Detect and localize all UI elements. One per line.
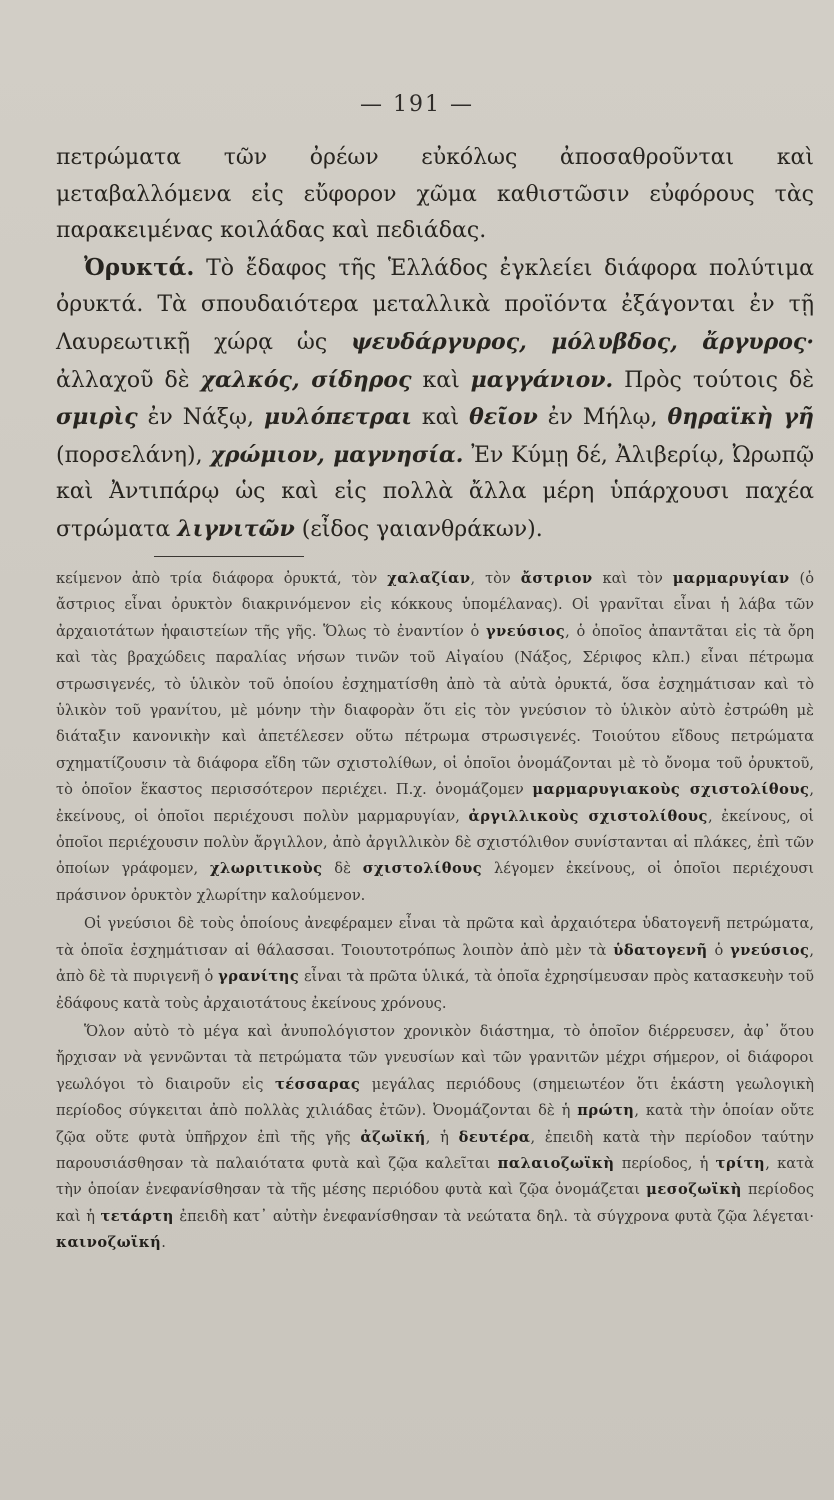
- text-run: (ὁ ἄστριος εἶναι ὀρυκτὸν διακρινόμενον εἰς κόκκους ὑπομέλανας). Οἱ γρανῖται εἶναι ἡ λάβα τῶν ἀρχαιοτάτων ἡφαιστείων τῆς γῆς. Ὅλως τὸ ἐναντίον ὁ: [56, 570, 814, 640]
- text-run: ἐν Μήλῳ,: [537, 405, 668, 431]
- bold-term: γνεύσιος: [730, 941, 810, 959]
- bold-term: ἀργιλλικοὺς σχιστολίθους: [468, 807, 708, 825]
- bold-term: σχιστολίθους: [362, 860, 483, 878]
- text-run: ἐπειδὴ κατ᾽ αὐτὴν ἐνεφανίσθησαν τὰ νεώτατα δηλ. τὰ σύγχρονα φυτὰ ζῷα λέγεται·: [173, 1207, 814, 1225]
- text-run: Οἱ γνεύσιοι δὲ τοὺς ὁποίους ἀνεφέραμεν εἶναι τὰ πρῶτα καὶ ἀρχαιότερα ὑδατογενῆ πετρώματα, τὰ ὁποῖα ἐσχημάτισαν αἱ θάλασσαι. Τοιουτοτρόπως λοιπὸν ἀπὸ μὲν τὰ: [56, 915, 814, 959]
- text-run: καὶ τὸν: [592, 570, 673, 587]
- text-run: , ἐκείνους, οἱ ὁποῖοι περιέχουσιν πολὺν ἄργιλλον, ἀπὸ ἀργιλλικὸν δὲ σχιστόλιθον συνίστανται αἱ πλάκες, ἐπὶ τῶν ὁποίων γράφομεν,: [56, 807, 814, 878]
- bold-term: ἀζωϊκή: [360, 1128, 426, 1146]
- text-run: λέγομεν ἐκείνους, οἱ ὁποῖοι περιέχουσι πράσινον ὀρυκτὸν χλωρίτην καλούμενον.: [56, 860, 815, 904]
- bold-term: δευτέρα: [458, 1128, 531, 1146]
- footnote-paragraph-3: [56, 1019, 814, 1257]
- bold-term: μαρμαρυγίαν: [672, 570, 790, 587]
- bold-term: χλωριτικοὺς: [209, 860, 323, 878]
- text-run: , ἐκείνους, οἱ ὁποῖοι περιέχουσι πολὺν μαρμαρυγίαν,: [56, 781, 814, 825]
- bold-term: μαρμαρυγιακοὺς σχιστολίθους: [532, 781, 810, 799]
- mineral-term: μυλόπετραι: [263, 404, 412, 431]
- bold-term: γρανίτης: [218, 968, 300, 986]
- main-text: [56, 140, 814, 549]
- page-number: — 191 —: [360, 92, 474, 117]
- text-run: , κατὰ τὴν ὁποίαν ἐνεφανίσθησαν τὰ τῆς μέσης περιόδου φυτὰ καὶ ζῷα ὀνομάζεται: [56, 1154, 814, 1199]
- mineral-term: θηραϊκὴ γῆ: [667, 404, 814, 431]
- bold-term: τετάρτη: [100, 1207, 174, 1225]
- text-run: (πορσελάνη),: [56, 442, 211, 468]
- footnote-paragraph-2: [56, 911, 814, 1017]
- footnote: [56, 566, 814, 1259]
- text-run: καὶ: [411, 405, 470, 431]
- text-run: ἐν Νάξῳ,: [137, 405, 264, 431]
- text-run: , τὸν: [470, 570, 521, 587]
- text-run: περίοδος καὶ ἡ: [56, 1181, 815, 1225]
- bold-term: παλαιοζωϊκὴ: [497, 1154, 615, 1172]
- text-run: , κατὰ τὴν ὁποίαν οὔτε ζῷα οὔτε φυτὰ ὑπῆρχον ἐπὶ τῆς γῆς: [56, 1102, 814, 1146]
- text-run: κείμενον ἀπὸ τρία διάφορα ὀρυκτά, τὸν: [56, 570, 388, 587]
- text-run: ἀλλαχοῦ δὲ: [56, 367, 201, 393]
- bold-term: ἄστριον: [520, 570, 593, 587]
- main-paragraph-2: [56, 250, 814, 549]
- mineral-term: λιγνιτῶν: [177, 515, 295, 542]
- mineral-term: χρώμιον, μαγνησία.: [210, 441, 464, 468]
- text-run: εἶναι τὰ πρῶτα ὑλικά, τὰ ὁποῖα ἐχρησίμευσαν πρὸς κατασκευὴν τοῦ ἐδάφους κατὰ τοὺς ἀρχαιοτάτους ἐκείνους χρόνους.: [56, 968, 814, 1012]
- bold-term: καινοζωϊκή: [56, 1234, 162, 1252]
- text-run: περίοδος, ἡ: [614, 1154, 716, 1172]
- text-run: καὶ: [411, 367, 471, 393]
- text-run: δὲ: [322, 860, 363, 878]
- text-run: , ὁ ὁποῖος ἀπαντᾶται εἰς τὰ ὄρη καὶ τὰς βραχώδεις παραλίας νήσων τινῶν τοῦ Αἰγαίου (Νάξος, Σέριφος κλπ.) εἶναι πέτρωμα στρωσιγενές, τὸ ὑλικὸν τοῦ ὁποίου ἐσχηματίσθη ἀπὸ τὰ αὐτὰ ὀρυκτά, ὅσα ἐσχημάτισαν καὶ τὸ ὑλικὸν τοῦ γρανίτου, μὲ μόνην τὴν διαφορὰν ὅτι εἰς τὸν γνεύσιον τὸ ὑλικὸν αὐτὸ ἐστρώθη μὲ διάταξιν κανονικὴν καὶ ἀπετέλεσεν οὕτω πέτρωμα στρωσιγενές. Τοιούτου εἴδους πετρώματα σχηματίζουσιν τὰ διάφορα εἴδη τῶν σχιστολίθων, οἱ ὁποῖοι ὀνομάζονται μὲ τὸ ὄνομα τοῦ ὀρυκτοῦ, τὸ ὁποῖον ἕκαστος περισσότερον περιέχει. Π.χ. ὀνομάζομεν: [56, 622, 814, 799]
- text-run: ὁ: [707, 941, 731, 959]
- mineral-term: χαλκός, σίδηρος: [200, 366, 412, 393]
- text-run: Τὸ ἔδαφος τῆς Ἑλλάδος ἐγκλείει διάφορα πολύτιμα ὀρυκτά. Τὰ σπουδαιότερα μεταλλικὰ προϊόντα ἐξάγονται ἐν τῇ Λαυρεωτικῇ χώρᾳ ὡς: [56, 255, 814, 355]
- bold-term: ὑδατογενῆ: [613, 941, 708, 959]
- section-heading: Ὀρυκτά.: [84, 253, 195, 281]
- mineral-term: μαγγάνιον.: [470, 366, 614, 393]
- main-paragraph-1: πετρώματα τῶν ὀρέων εὐκόλως ἀποσαθροῦνται καὶ μεταβαλλόμενα εἰς εὔφορον χῶμα καθιστῶσιν εὐφόρους τὰς παρακειμένας κοιλάδας καὶ πεδιάδας.: [56, 145, 814, 244]
- text-run: Πρὸς τούτοις δὲ: [613, 367, 815, 393]
- mineral-term: θεῖον: [469, 404, 538, 431]
- footnote-paragraph-1: [56, 566, 814, 909]
- text-run: μεγάλας περιόδους (σημειωτέον ὅτι ἑκάστη γεωλογικὴ περίοδος σύγκειται ἀπὸ πολλὰς χιλιάδας ἐτῶν). Ὀνομάζονται δὲ ἡ: [56, 1075, 815, 1120]
- mineral-term: ψευδάργυρος, μόλυβδος, ἄργυρος·: [351, 328, 814, 355]
- text-run: Ὅλον αὐτὸ τὸ μέγα καὶ ἀνυπολόγιστον χρονικὸν διάστημα, τὸ ὁποῖον διέρρευσεν, ἀφ᾽ ὅτου ἤρχισαν νὰ γεννῶνται τὰ πετρώματα τῶν γνευσίων καὶ τῶν γρανιτῶν μέχρι σήμερον, οἱ διάφοροι γεωλόγοι τὸ διαιροῦν εἰς: [56, 1022, 814, 1093]
- text-run: .: [161, 1234, 166, 1252]
- bold-term: μεσοζωϊκὴ: [646, 1181, 742, 1199]
- footnote-divider: [154, 556, 304, 557]
- bold-term: χαλαζίαν: [387, 570, 471, 587]
- text-run: , ἐπειδὴ κατὰ τὴν περίοδον ταύτην παρουσιάσθησαν τὰ παλαιότατα φυτὰ καὶ ζῷα καλεῖται: [56, 1128, 814, 1172]
- bold-term: τέσσαρας: [274, 1075, 361, 1093]
- text-run: , ἡ: [425, 1128, 459, 1146]
- text-run: Ἐν Κύμῃ δέ, Ἀλιβερίῳ, Ὠρωπῷ καὶ Ἀντιπάρῳ ὡς καὶ εἰς πολλὰ ἄλλα μέρη ὑπάρχουσι παχέα στρώματα: [56, 442, 815, 542]
- text-run: , ἀπὸ δὲ τὰ πυριγενῆ ὁ: [56, 941, 814, 986]
- text-run: (εἶδος γαιανθράκων).: [294, 516, 543, 542]
- bold-term: γνεύσιος: [485, 622, 566, 640]
- bold-term: πρώτη: [577, 1102, 635, 1120]
- bold-term: τρίτη: [715, 1154, 766, 1172]
- mineral-term: σμιρὶς: [56, 404, 138, 431]
